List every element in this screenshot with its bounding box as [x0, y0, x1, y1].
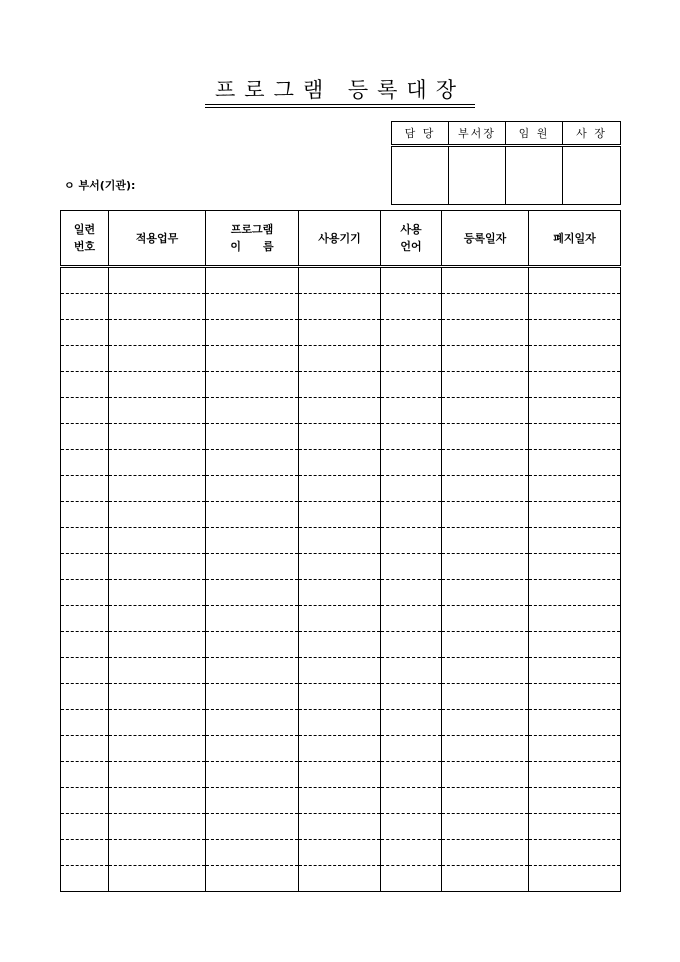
table-cell[interactable] — [442, 710, 529, 736]
table-cell[interactable] — [61, 476, 109, 502]
table-cell[interactable] — [442, 736, 529, 762]
title-underline-second — [205, 107, 475, 108]
table-cell[interactable] — [442, 788, 529, 814]
column-header-device: 사용기기 — [299, 211, 381, 267]
table-cell[interactable] — [299, 684, 381, 710]
table-cell[interactable] — [109, 476, 206, 502]
table-cell[interactable] — [442, 580, 529, 606]
table-cell[interactable] — [442, 840, 529, 866]
title-underline — [205, 104, 475, 105]
register-header-row — [61, 211, 621, 267]
table-cell[interactable] — [61, 554, 109, 580]
table-cell[interactable] — [442, 476, 529, 502]
table-cell[interactable] — [109, 684, 206, 710]
table-cell[interactable] — [299, 762, 381, 788]
table-cell[interactable] — [61, 450, 109, 476]
table-cell[interactable] — [61, 632, 109, 658]
approval-box — [391, 121, 621, 205]
approval-header-dept-head: 부서장 — [449, 122, 506, 146]
table-cell[interactable] — [206, 866, 299, 892]
table-cell[interactable] — [442, 502, 529, 528]
table-cell[interactable] — [529, 528, 621, 554]
table-row — [61, 606, 621, 632]
table-cell[interactable] — [442, 320, 529, 346]
column-header-program-name: 프로그램 이 름 — [206, 211, 299, 267]
table-cell[interactable] — [381, 294, 442, 320]
table-cell[interactable] — [529, 788, 621, 814]
table-cell[interactable] — [206, 294, 299, 320]
document-title: 프로그램 등록대장 — [215, 78, 465, 102]
table-cell[interactable] — [529, 267, 621, 294]
table-cell[interactable] — [109, 554, 206, 580]
table-cell[interactable] — [109, 267, 206, 294]
table-cell[interactable] — [529, 424, 621, 450]
table-cell[interactable] — [529, 320, 621, 346]
table-cell[interactable] — [109, 424, 206, 450]
table-row — [61, 840, 621, 866]
table-cell[interactable] — [299, 554, 381, 580]
table-cell[interactable] — [299, 476, 381, 502]
table-cell[interactable] — [381, 476, 442, 502]
table-cell[interactable] — [529, 710, 621, 736]
table-cell[interactable] — [299, 267, 381, 294]
table-cell[interactable] — [529, 762, 621, 788]
table-cell[interactable] — [529, 736, 621, 762]
table-cell[interactable] — [299, 866, 381, 892]
table-cell[interactable] — [442, 606, 529, 632]
table-cell[interactable] — [381, 840, 442, 866]
table-cell[interactable] — [206, 840, 299, 866]
table-cell[interactable] — [299, 736, 381, 762]
table-cell[interactable] — [529, 372, 621, 398]
table-cell[interactable] — [109, 294, 206, 320]
table-cell[interactable] — [381, 866, 442, 892]
table-cell[interactable] — [109, 580, 206, 606]
table-cell[interactable] — [206, 814, 299, 840]
table-row — [61, 554, 621, 580]
table-row — [61, 476, 621, 502]
column-header-disposal-date: 폐지일자 — [529, 211, 621, 267]
table-row — [61, 294, 621, 320]
table-cell[interactable] — [61, 736, 109, 762]
table-row — [61, 632, 621, 658]
table-cell[interactable] — [206, 320, 299, 346]
table-cell[interactable] — [442, 267, 529, 294]
table-cell[interactable] — [61, 528, 109, 554]
table-row — [61, 502, 621, 528]
table-cell[interactable] — [61, 658, 109, 684]
table-cell[interactable] — [529, 346, 621, 372]
table-cell[interactable] — [206, 476, 299, 502]
table-cell[interactable] — [381, 710, 442, 736]
table-cell[interactable] — [381, 788, 442, 814]
table-cell[interactable] — [442, 658, 529, 684]
table-cell[interactable] — [529, 554, 621, 580]
table-cell[interactable] — [529, 580, 621, 606]
table-cell[interactable] — [109, 632, 206, 658]
table-cell[interactable] — [206, 684, 299, 710]
table-row — [61, 580, 621, 606]
table-cell[interactable] — [381, 372, 442, 398]
approval-sign-dept-head[interactable] — [449, 145, 506, 204]
table-cell[interactable] — [529, 398, 621, 424]
table-cell[interactable] — [206, 736, 299, 762]
table-cell[interactable] — [109, 502, 206, 528]
table-cell[interactable] — [442, 814, 529, 840]
table-cell[interactable] — [442, 866, 529, 892]
table-cell[interactable] — [529, 450, 621, 476]
table-cell[interactable] — [61, 320, 109, 346]
table-cell[interactable] — [381, 658, 442, 684]
table-row — [61, 398, 621, 424]
table-cell[interactable] — [442, 424, 529, 450]
table-cell[interactable] — [299, 372, 381, 398]
table-cell[interactable] — [381, 814, 442, 840]
table-cell[interactable] — [529, 866, 621, 892]
table-cell[interactable] — [206, 554, 299, 580]
approval-sign-president[interactable] — [563, 145, 621, 204]
table-row — [61, 684, 621, 710]
table-cell[interactable] — [109, 606, 206, 632]
table-cell[interactable] — [109, 814, 206, 840]
table-cell[interactable] — [206, 450, 299, 476]
table-row — [61, 267, 621, 294]
table-row — [61, 372, 621, 398]
table-cell[interactable] — [61, 580, 109, 606]
table-cell[interactable] — [61, 684, 109, 710]
table-cell[interactable] — [61, 710, 109, 736]
column-header-language: 사용 언어 — [381, 211, 442, 267]
table-cell[interactable] — [61, 606, 109, 632]
table-cell[interactable] — [109, 736, 206, 762]
table-cell[interactable] — [61, 840, 109, 866]
table-cell[interactable] — [442, 294, 529, 320]
table-row — [61, 866, 621, 892]
table-cell[interactable] — [61, 346, 109, 372]
table-cell[interactable] — [442, 684, 529, 710]
table-cell[interactable] — [109, 372, 206, 398]
table-cell[interactable] — [529, 840, 621, 866]
table-cell[interactable] — [299, 294, 381, 320]
table-cell[interactable] — [299, 424, 381, 450]
table-cell[interactable] — [529, 814, 621, 840]
table-cell[interactable] — [299, 346, 381, 372]
table-cell[interactable] — [381, 398, 442, 424]
table-cell[interactable] — [206, 710, 299, 736]
table-cell[interactable] — [381, 580, 442, 606]
table-cell[interactable] — [381, 502, 442, 528]
table-cell[interactable] — [299, 450, 381, 476]
table-cell[interactable] — [109, 762, 206, 788]
table-cell[interactable] — [109, 710, 206, 736]
table-cell[interactable] — [61, 788, 109, 814]
table-cell[interactable] — [109, 528, 206, 554]
table-row — [61, 424, 621, 450]
table-cell[interactable] — [381, 320, 442, 346]
table-cell[interactable] — [206, 267, 299, 294]
table-cell[interactable] — [61, 294, 109, 320]
table-cell[interactable] — [109, 658, 206, 684]
table-cell[interactable] — [381, 346, 442, 372]
table-cell[interactable] — [206, 762, 299, 788]
table-cell[interactable] — [299, 840, 381, 866]
table-cell[interactable] — [109, 320, 206, 346]
table-cell[interactable] — [299, 710, 381, 736]
table-cell[interactable] — [442, 450, 529, 476]
table-cell[interactable] — [381, 267, 442, 294]
table-cell[interactable] — [206, 528, 299, 554]
table-cell[interactable] — [206, 372, 299, 398]
approval-header-executive: 임 원 — [506, 122, 563, 146]
approval-header-staff: 담 당 — [392, 122, 449, 146]
table-cell[interactable] — [381, 528, 442, 554]
table-cell[interactable] — [299, 658, 381, 684]
table-cell[interactable] — [442, 398, 529, 424]
table-cell[interactable] — [206, 346, 299, 372]
table-row — [61, 450, 621, 476]
column-header-applied-task: 적용업무 — [109, 211, 206, 267]
table-cell[interactable] — [299, 398, 381, 424]
table-row — [61, 658, 621, 684]
table-cell[interactable] — [381, 762, 442, 788]
table-row — [61, 788, 621, 814]
table-cell[interactable] — [442, 528, 529, 554]
table-cell[interactable] — [206, 606, 299, 632]
table-cell[interactable] — [61, 372, 109, 398]
table-cell[interactable] — [442, 762, 529, 788]
table-row — [61, 710, 621, 736]
table-cell[interactable] — [381, 684, 442, 710]
table-cell[interactable] — [61, 502, 109, 528]
table-cell[interactable] — [61, 424, 109, 450]
table-row — [61, 346, 621, 372]
table-cell[interactable] — [61, 267, 109, 294]
table-cell[interactable] — [381, 606, 442, 632]
table-cell[interactable] — [206, 788, 299, 814]
table-cell[interactable] — [109, 398, 206, 424]
register-table — [60, 210, 621, 892]
table-cell[interactable] — [109, 840, 206, 866]
table-cell[interactable] — [299, 528, 381, 554]
table-cell[interactable] — [61, 866, 109, 892]
table-cell[interactable] — [109, 450, 206, 476]
table-row — [61, 762, 621, 788]
table-cell[interactable] — [109, 866, 206, 892]
table-cell[interactable] — [529, 294, 621, 320]
table-cell[interactable] — [529, 502, 621, 528]
table-cell[interactable] — [381, 450, 442, 476]
table-cell[interactable] — [442, 346, 529, 372]
table-cell[interactable] — [529, 684, 621, 710]
table-cell[interactable] — [206, 658, 299, 684]
table-cell[interactable] — [206, 424, 299, 450]
department-label: ㅇ 부서(기관): — [64, 179, 136, 192]
table-cell[interactable] — [529, 658, 621, 684]
approval-header-president: 사 장 — [563, 122, 621, 146]
table-cell[interactable] — [206, 580, 299, 606]
table-cell[interactable] — [381, 736, 442, 762]
table-cell[interactable] — [299, 814, 381, 840]
table-cell[interactable] — [442, 372, 529, 398]
table-cell[interactable] — [442, 554, 529, 580]
approval-sign-executive[interactable] — [506, 145, 563, 204]
table-cell[interactable] — [61, 398, 109, 424]
table-cell[interactable] — [61, 762, 109, 788]
table-cell[interactable] — [299, 788, 381, 814]
table-cell[interactable] — [381, 632, 442, 658]
table-cell[interactable] — [299, 632, 381, 658]
table-row — [61, 320, 621, 346]
table-cell[interactable] — [299, 320, 381, 346]
table-cell[interactable] — [61, 814, 109, 840]
table-cell[interactable] — [299, 502, 381, 528]
table-cell[interactable] — [381, 554, 442, 580]
table-cell[interactable] — [109, 788, 206, 814]
table-cell[interactable] — [206, 398, 299, 424]
table-cell[interactable] — [529, 606, 621, 632]
column-header-registration-date: 등록일자 — [442, 211, 529, 267]
table-cell[interactable] — [206, 502, 299, 528]
table-cell[interactable] — [442, 632, 529, 658]
table-row — [61, 736, 621, 762]
table-cell[interactable] — [109, 346, 206, 372]
table-cell[interactable] — [206, 632, 299, 658]
table-row — [61, 814, 621, 840]
table-cell[interactable] — [529, 632, 621, 658]
table-cell[interactable] — [299, 606, 381, 632]
column-header-serial-number: 일련 번호 — [61, 211, 109, 267]
table-cell[interactable] — [381, 424, 442, 450]
table-cell[interactable] — [529, 476, 621, 502]
table-row — [61, 528, 621, 554]
table-cell[interactable] — [299, 580, 381, 606]
approval-sign-staff[interactable] — [392, 145, 449, 204]
